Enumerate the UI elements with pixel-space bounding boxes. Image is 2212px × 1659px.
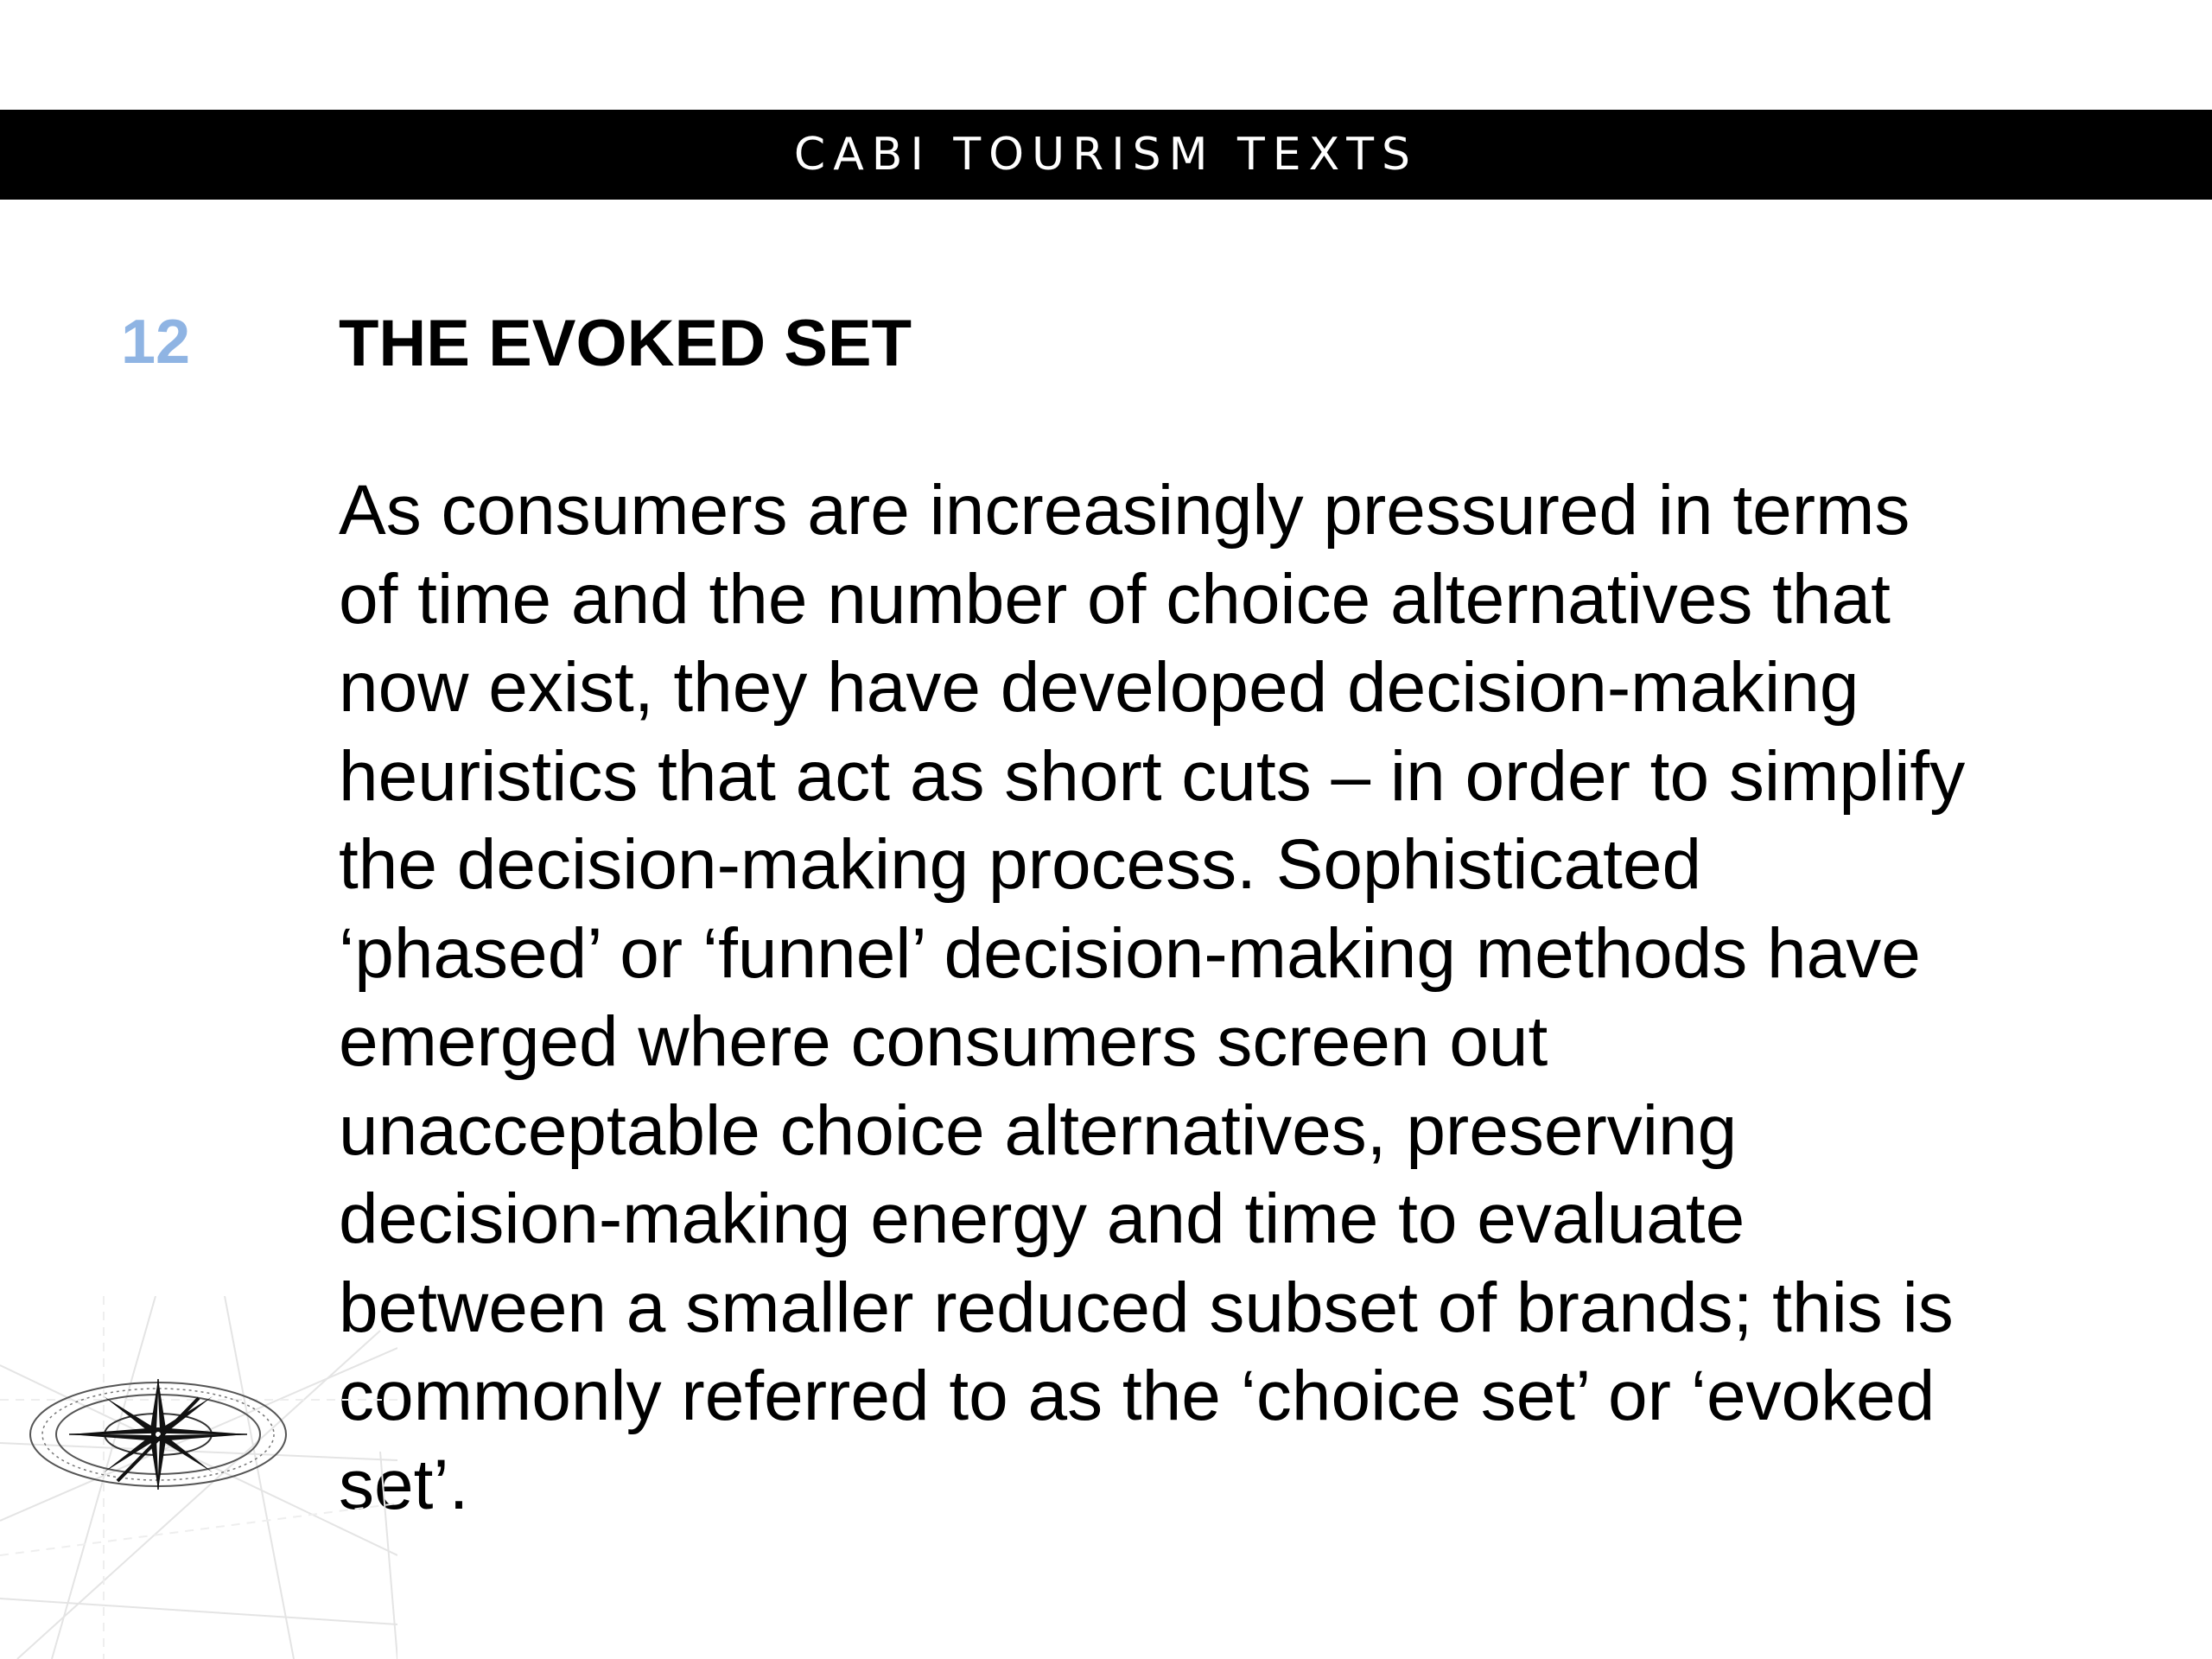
body-line: of time and the number of choice alternatives that [339, 559, 1891, 639]
body-line: decision-making energy and time to evaluate [339, 1179, 1745, 1258]
body-line: now exist, they have developed decision-making [339, 648, 1859, 727]
header-band [0, 110, 2212, 200]
body-line: emerged where consumers screen out [339, 1002, 1548, 1081]
body-line: set’. [339, 1445, 469, 1524]
body-line: heuristics that act as short cuts – in order to simplify [339, 736, 1966, 816]
body-line: unacceptable choice alternatives, preserving [339, 1090, 1738, 1170]
body-line: As consumers are increasingly pressured in terms [339, 471, 1910, 550]
slide-body [339, 467, 2067, 1529]
body-line: between a smaller reduced subset of brands; this is [339, 1268, 1954, 1347]
slide-number: 12 [121, 308, 191, 377]
body-line: the decision-making process. Sophisticated [339, 825, 1702, 904]
body-line: commonly referred to as the ‘choice set’ or ‘evoked [339, 1357, 1936, 1435]
body-line: ‘phased’ or ‘funnel’ decision-making methods have [339, 913, 1921, 993]
compass-rose-icon [0, 1296, 397, 1659]
slide-title: THE EVOKED SET [339, 307, 912, 380]
series-label: CABI TOURISM TEXTS [793, 129, 1419, 181]
